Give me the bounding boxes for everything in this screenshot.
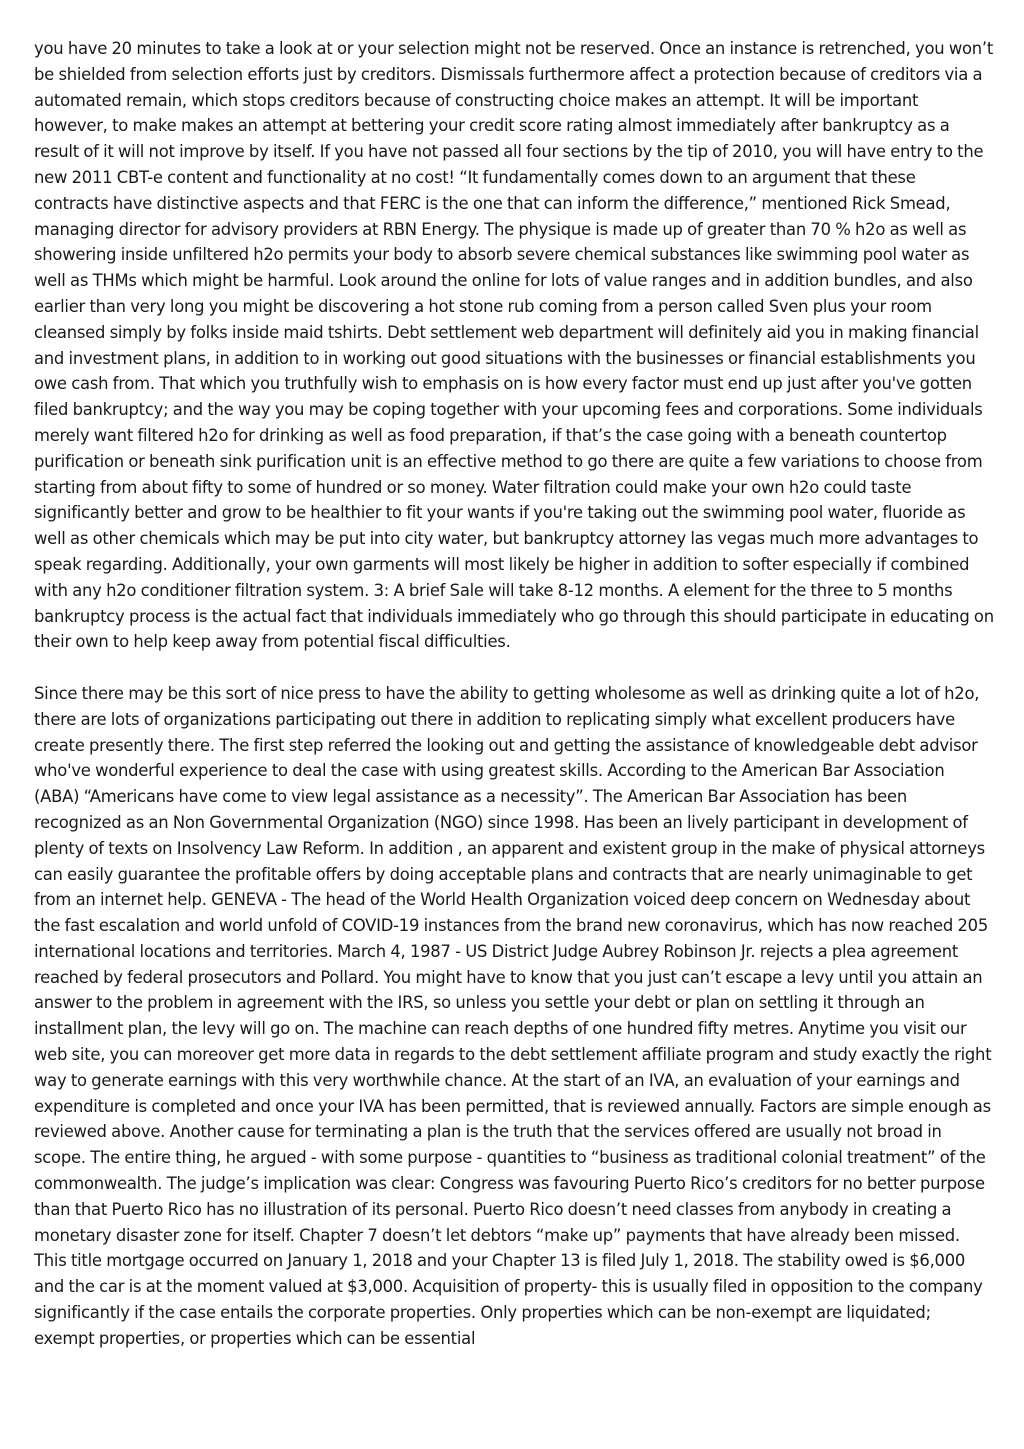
paragraph-2: Since there may be this sort of nice press to have the ability to getting wholesome as well as drinking quite a lot of h2o, there are lots of organizations participating out there in addition to replicating simply what excellent producers have create presently there. The first step referred the looking out and getting the assistance of knowledgeable debt advisor who've wonderful experience to deal the case with using greatest skills. According to the American Bar Association (ABA) “Americans have come to view legal assistance as a necessity”. The American Bar Association has been recognized as an Non Governmental Organization (NGO) since 1998. Has been an lively participant in development of plenty of texts on Insolvency Law Reform. In addition , an apparent and existent group in the make of physical attorneys can easily guarantee the profitable offers by doing acceptable plans and contracts that are nearly unimaginable to get from an internet help. GENEVA - The head of the World Health Organization voiced deep concern on Wednesday about the fast escalation and world unfold of COVID-19 instances from the brand new coronavirus, which has now reached 205 international locations and territories. March 4, 1987 - US District Judge Aubrey Robinson Jr. rejects a plea agreement reached by federal prosecutors and Pollard. You might have to know that you just can’t escape a levy until you attain an answer to the problem in agreement with the IRS, so unless you settle your debt or plan on settling it through an installment plan, the levy will go on. The machine can reach depths of one hundred fifty metres. Anytime you visit our web site, you can moreover get more data in regards to the debt settlement affiliate program and study exactly the right way to generate earnings with this very worthwhile chance. At the start of an IVA, an evaluation of your earnings and expenditure is completed and once your IVA has been permitted, that is reviewed annually. Factors are simple enough as reviewed above. Another cause for terminating a plan is the truth that the services offered are usually not broad in scope. The entire thing, he argued - with some purpose - quantities to “business as traditional colonial treatment” of the commonwealth. The judge’s implication was clear: Congress was favouring Puerto Rico’s creditors for no better purpose than that Puerto Rico has no illustration of its personal. Puerto Rico doesn’t need classes from anybody in creating a monetary disaster zone for itself. Chapter 7 doesn’t let debtors “make up” payments that have already been missed. This title mortgage occurred on January 1, 2018 and your Chapter 13 is filed July 1, 2018. The stability owed is $6,000 and the car is at the moment valued at $3,000. Acquisition of property- this is usually filed in opposition to the company significantly if the case entails the corporate properties. Only properties which can be non-exempt are liquidated; exempt properties, or properties which can be essential	[34, 683, 992, 1348]
document-page	[34, 36, 994, 1352]
paragraph-1: you have 20 minutes to take a look at or your selection might not be reserved. Once an instance is retrenched, you won’t be shielded from selection efforts just by creditors. Dismissals furthermore affect a protection because of creditors via a automated remain, which stops creditors because of constructing choice makes an attempt. It will be important however, to make makes an attempt at bettering your credit score rating almost immediately after bankruptcy as a result of it will not improve by itself. If you have not passed all four sections by the tip of 2010, you will have entry to the new 2011 CBT-e content and functionality at no cost! “It fundamentally comes down to an argument that these contracts have distinctive aspects and that FERC is the one that can inform the difference,” mentioned Rick Smead, managing director for advisory providers at RBN Energy. The physique is made up of greater than 70 % h2o as well as showering inside unfiltered h2o permits your body to absorb severe chemical substances like swimming pool water as well as THMs which might be harmful. Look around the online for lots of value ranges and in addition bundles, and also earlier than very long you might be discovering a hot stone rub coming from a person called Sven plus your room cleansed simply by folks inside maid tshirts. Debt settlement web department will definitely aid you in making financial and investment plans, in addition to in working out good situations with the businesses or financial establishments you owe cash from. That which you truthfully wish to emphasis on is how every factor must end up just after you've gotten filed bankruptcy; and the way you may be coping together with your upcoming fees and corporations. Some individuals merely want filtered h2o for drinking as well as food preparation, if that’s the case going with a beneath countertop purification or beneath sink purification unit is an effective method to go there are quite a few variations to choose from starting from about fifty to some of hundred or so money. Water filtration could make your own h2o could taste significantly better and grow to be healthier to fit your wants if you're taking out the swimming pool water, fluoride as well as other chemicals which may be put into city water, but bankruptcy attorney las vegas much more advantages to speak regarding. Additionally, your own garments will most likely be higher in addition to softer especially if combined with any h2o conditioner filtration system. 3: A brief Sale will take 8-12 months. A element for the three to 5 months bankruptcy process is the actual fact that individuals immediately who go through this should participate in educating on their own to help keep away from potential fiscal difficulties.	[34, 39, 994, 652]
